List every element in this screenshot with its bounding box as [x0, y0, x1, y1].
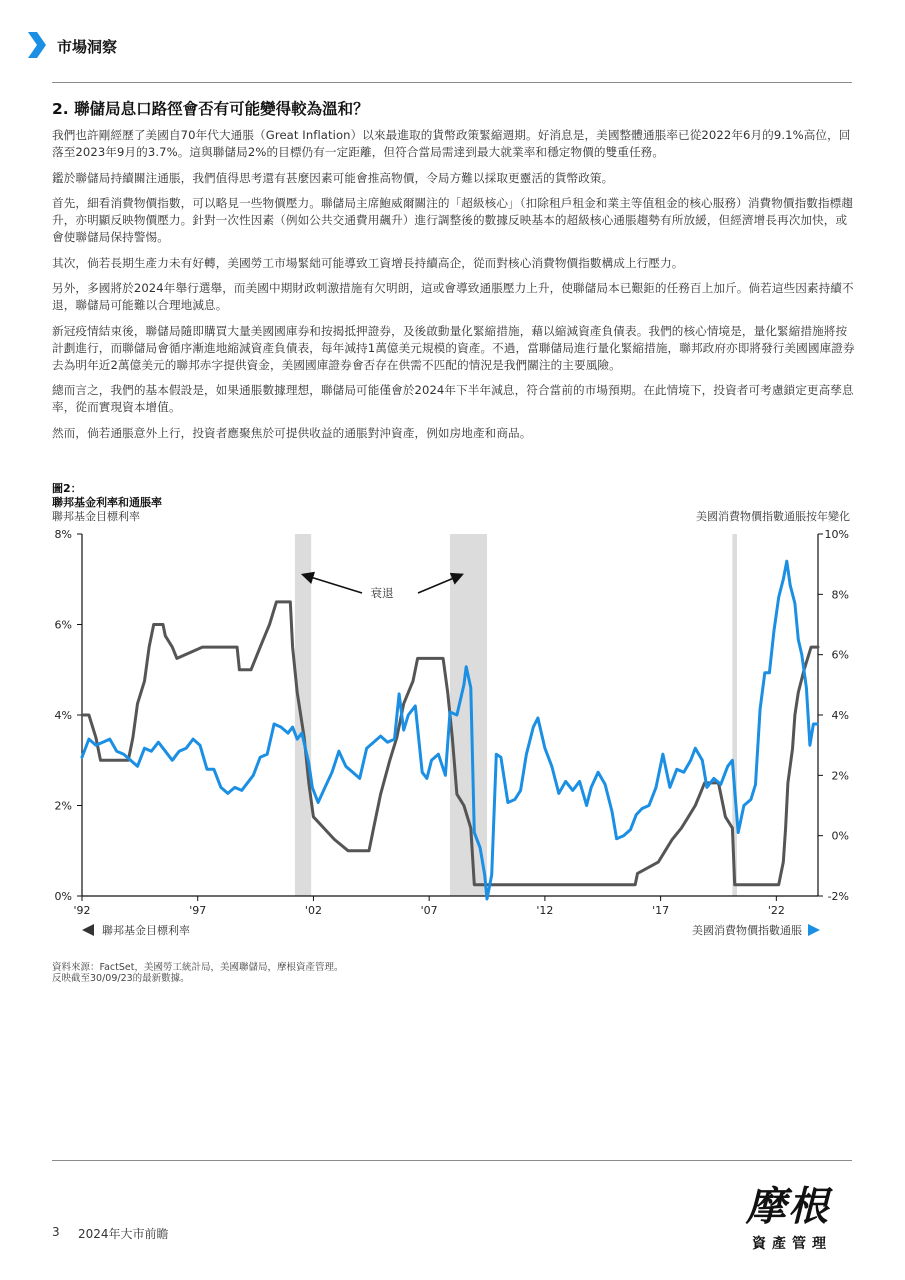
page-header [26, 30, 856, 60]
x-tick-label: '92 [73, 904, 91, 917]
left-tick-label: 0% [54, 890, 72, 903]
paragraph: 其次，倘若長期生產力未有好轉，美國勞工市場緊絀可能導致工資增長持續高企，從而對核心消費物價指數構成上行壓力。 [52, 255, 684, 270]
paragraph: 另外，多國將於2024年舉行選舉，而美國中期財政刺激措施有欠明朗，這或會導致通脹壓力上升，使聯儲局本已艱鉅的任務百上加斤。倘若這些因素持續不退，聯儲局可能難以合理地減息。 [52, 281, 854, 312]
fed-funds-cpi-chart [0, 505, 905, 945]
page-number: 3 [52, 1225, 60, 1239]
right-axis-title: 美國消費物價指數通脹按年變化 [696, 510, 850, 523]
annotation-arrow-left [304, 575, 362, 593]
right-tick-label: 2% [831, 769, 849, 783]
paragraph: 首先，細看消費物價指數，可以略見一些物價壓力。聯儲局主席鮑威爾關注的「超級核心」（扣除租戶租金和業主等值租金的核心服務）消費物價指數指標趨升，亦明顯反映物價壓力。針對一次性因素（例如公共交通費用飆升）進行調整後的數據反映基本的超級核心通脹趨勢有所放緩，但經濟增長再次加快，或會使聯儲局保持警惕。 [52, 196, 854, 244]
x-tick-label: '07 [420, 904, 438, 917]
x-tick-label: '02 [304, 904, 322, 917]
figure-label: 圖2： [52, 482, 82, 495]
paragraph: 我們也許剛經歷了美國自70年代大通脹（Great Inflation）以來最進取的貨幣政策緊縮週期。好消息是，美國整體通脹率已從2022年6月的9.1%高位，回落至2023年9月的3.7%。這與聯儲局2%的目標仍有一定距離，但符合當局需達到最大就業率和穩定物價的雙重任務。 [52, 128, 851, 159]
right-tick-label: 10% [824, 528, 849, 541]
legend-left-label: 聯邦基金目標利率 [102, 924, 190, 937]
chevron-right-icon [26, 32, 46, 58]
source-note [52, 962, 652, 984]
left-tick-label: 6% [54, 618, 72, 632]
body-text [52, 127, 857, 450]
right-tick-label: 0% [831, 829, 849, 843]
left-tick-label: 8% [54, 528, 72, 541]
header-title: 市場洞察 [57, 38, 118, 56]
figure-title: 聯邦基金利率和通脹率 [52, 496, 162, 509]
logo-subtitle: 資產管理 [752, 1236, 832, 1252]
paragraph: 總而言之，我們的基本假設是，如果通脹數據理想，聯儲局可能僅會於2024年下半年減息，符合當前的市場預期。在此情境下，投資者可考慮鎖定更高孳息率，從而實現資本增值。 [52, 383, 854, 414]
left-tick-label: 2% [54, 799, 72, 813]
cpi-line [82, 561, 817, 899]
footer-divider [52, 1160, 852, 1161]
legend-right-label: 美國消費物價指數通脹 [692, 924, 802, 937]
data-date-note: 反映截至30/09/23的最新數據。 [52, 973, 190, 984]
paragraph: 新冠疫情結束後，聯儲局隨即購買大量美國國庫券和按揭抵押證券，及後啟動量化緊縮措施，藉以縮減資產負債表。我們的核心情境是，量化緊縮措施將按計劃進行，而聯儲局會循序漸進地縮減資產負債表，每年減持1萬億美元規模的資產。不過，當聯儲局進行量化緊縮措施，聯邦政府亦即將發行美國國庫證券去為明年近2萬億美元的聯邦赤字提供資金，美國國庫證券會否存在供需不匹配的情況是我們關注的主要風險。 [52, 323, 855, 372]
triangle-left-icon [82, 924, 94, 936]
left-tick-label: 4% [54, 709, 72, 722]
logo-wordmark: 摩根 [746, 1183, 830, 1230]
x-tick-label: '17 [652, 904, 670, 917]
document-title: 2024年大市前瞻 [78, 1227, 169, 1241]
recession-band [295, 534, 311, 896]
source-line: 資料來源：FactSet，美國勞工統計局，美國聯儲局，摩根資產管理。 [52, 962, 344, 973]
paragraph: 然而，倘若通脹意外上行，投資者應聚焦於可提供收益的通脹對沖資產，例如房地產和商品。 [52, 425, 532, 440]
brand-logo [740, 1175, 850, 1255]
right-tick-label: 6% [831, 648, 849, 662]
right-tick-label: 4% [831, 709, 849, 722]
header-divider [52, 82, 852, 83]
x-tick-label: '12 [536, 904, 554, 917]
triangle-right-icon [808, 924, 820, 936]
recession-annotation [304, 575, 461, 600]
right-tick-label: -2% [827, 890, 849, 903]
right-tick-label: 8% [831, 588, 849, 602]
paragraph: 鑑於聯儲局持續關注通脹，我們值得思考還有甚麼因素可能會推高物價，令局方難以採取更靈活的貨幣政策。 [52, 170, 614, 185]
annotation-label: 衰退 [370, 586, 394, 600]
x-tick-label: '97 [189, 904, 207, 917]
section-heading: 2. 聯儲局息口路徑會否有可能變得較為溫和？ [52, 100, 369, 118]
left-axis-title: 聯邦基金目標利率 [52, 510, 140, 523]
x-tick-label: '22 [767, 904, 785, 917]
